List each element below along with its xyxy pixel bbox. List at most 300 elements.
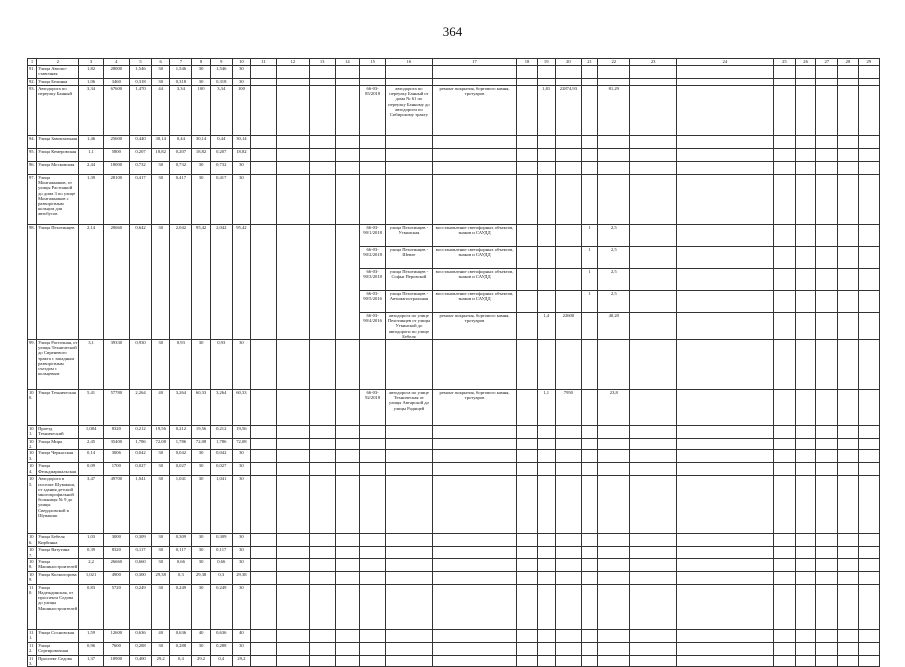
value-cell: 0,09 [79, 463, 103, 476]
empty-cell [251, 584, 277, 629]
empty-cell [795, 136, 815, 149]
empty-cell [838, 291, 858, 313]
contract-number [359, 450, 385, 463]
value-cell: 5720 [103, 584, 129, 629]
empty-cell [630, 450, 676, 463]
empty-cell [251, 547, 277, 558]
empty-cell [858, 463, 879, 476]
section-description [386, 340, 432, 390]
value-cell: 30 [232, 476, 250, 534]
empty-cell [795, 450, 815, 463]
row-number: 106. [28, 534, 37, 547]
value-cell: 0,417 [129, 175, 151, 225]
length-value [537, 439, 555, 450]
empty-cell [795, 629, 815, 642]
share-value [598, 558, 630, 571]
value-cell: 0,027 [170, 463, 192, 476]
value-cell: 28100 [103, 175, 129, 225]
empty-cell [858, 340, 879, 390]
table-row [28, 225, 880, 247]
empty-cell [838, 175, 858, 225]
empty-cell [858, 162, 879, 175]
value-cell: 39330 [103, 340, 129, 390]
empty-cell [335, 547, 359, 558]
contract-number [359, 629, 385, 642]
share-value [598, 547, 630, 558]
value-cell: 30 [232, 642, 250, 655]
row-number: 98. [28, 225, 37, 340]
value-cell: 30 [192, 162, 210, 175]
empty-cell [838, 476, 858, 534]
empty-cell [277, 584, 309, 629]
value-cell: 100 [192, 86, 210, 136]
empty-cell [773, 629, 795, 642]
empty-cell [517, 390, 537, 426]
empty-cell [816, 439, 838, 450]
table-row [28, 162, 880, 175]
area-value [555, 426, 581, 439]
empty-cell [517, 291, 537, 313]
empty-cell [251, 149, 277, 162]
area-value [555, 571, 581, 584]
area-value [555, 642, 581, 655]
share-value: 2,5 [598, 291, 630, 313]
value-cell: 30 [152, 340, 170, 390]
empty-cell [630, 149, 676, 162]
table-row [28, 584, 880, 629]
empty-cell [630, 476, 676, 534]
area-value [555, 439, 581, 450]
row-number: 112. [28, 642, 37, 655]
length-value [537, 629, 555, 642]
count-value: 1 [582, 269, 598, 291]
empty-cell [335, 136, 359, 149]
value-cell: 29,38 [232, 571, 250, 584]
empty-cell [517, 313, 537, 340]
road-name: Улица Сосновская [37, 629, 79, 642]
value-cell: 30 [152, 547, 170, 558]
value-cell: 0,212 [170, 426, 192, 439]
length-value: 1,1 [537, 390, 555, 426]
value-cell: 0,117 [129, 547, 151, 558]
contract-number [359, 175, 385, 225]
empty-cell [816, 642, 838, 655]
empty-cell [858, 558, 879, 571]
empty-cell [630, 534, 676, 547]
value-cell: 30 [232, 340, 250, 390]
empty-cell [517, 86, 537, 136]
empty-cell [251, 86, 277, 136]
work-type [432, 629, 517, 642]
empty-cell [630, 547, 676, 558]
value-cell: 40 [152, 629, 170, 642]
empty-cell [630, 390, 676, 426]
row-number: 95. [28, 149, 37, 162]
empty-cell [858, 534, 879, 547]
empty-cell [676, 390, 773, 426]
empty-cell [816, 629, 838, 642]
empty-cell [838, 247, 858, 269]
area-value [555, 66, 581, 79]
empty-cell [858, 86, 879, 136]
value-cell: 30 [192, 66, 210, 79]
empty-cell [816, 66, 838, 79]
area-value [555, 247, 581, 269]
length-value [537, 225, 555, 247]
area-value [555, 149, 581, 162]
empty-cell [858, 313, 879, 340]
empty-cell [251, 629, 277, 642]
empty-cell [309, 426, 335, 439]
empty-cell [816, 162, 838, 175]
empty-cell [251, 450, 277, 463]
value-cell: 100 [232, 86, 250, 136]
value-cell: 95,42 [192, 225, 210, 340]
empty-cell [277, 463, 309, 476]
empty-cell [795, 66, 815, 79]
area-value [555, 291, 581, 313]
area-value [555, 534, 581, 547]
length-value [537, 149, 555, 162]
work-type: восстановление светофорных объектов, знаков и САУДД [432, 247, 517, 269]
empty-cell [676, 571, 773, 584]
value-cell: 8320 [103, 426, 129, 439]
empty-cell [309, 390, 335, 426]
value-cell: 1,786 [129, 439, 151, 450]
empty-cell [335, 584, 359, 629]
empty-cell [335, 571, 359, 584]
empty-cell [309, 571, 335, 584]
empty-cell [773, 162, 795, 175]
empty-cell [795, 558, 815, 571]
count-value [582, 340, 598, 390]
value-cell: 2,44 [79, 162, 103, 175]
value-cell: 18,82 [232, 149, 250, 162]
road-name: Улица Бебеля Кирбинка [37, 534, 79, 547]
empty-cell [335, 463, 359, 476]
empty-cell [335, 390, 359, 426]
empty-cell [816, 247, 838, 269]
empty-cell [795, 534, 815, 547]
empty-cell [773, 439, 795, 450]
empty-cell [773, 66, 795, 79]
work-type [432, 162, 517, 175]
column-header: 2 [37, 59, 79, 66]
length-value [537, 476, 555, 534]
empty-cell [630, 79, 676, 86]
share-value: 2,5 [598, 247, 630, 269]
section-description [386, 149, 432, 162]
table-row [28, 547, 880, 558]
empty-cell [676, 340, 773, 390]
value-cell: 18,82 [152, 149, 170, 162]
contract-number [359, 642, 385, 655]
length-value: 1,4 [537, 313, 555, 340]
section-description: улица Пехотинцев - Шевле [386, 247, 432, 269]
empty-cell [277, 629, 309, 642]
value-cell: 44 [152, 86, 170, 136]
value-cell: 0,042 [170, 450, 192, 463]
road-name: Автодорога в поселке Шувакиш, от здания детской многопрофильной больницы № 9 до улицы Свердловской в Шувакиш [37, 476, 79, 534]
empty-cell [277, 149, 309, 162]
contract-number [359, 476, 385, 534]
empty-cell [838, 149, 858, 162]
row-number: 110. [28, 584, 37, 629]
empty-cell [517, 584, 537, 629]
work-type [432, 571, 517, 584]
column-header: 12 [277, 59, 309, 66]
empty-cell [773, 136, 795, 149]
empty-cell [309, 439, 335, 450]
empty-cell [630, 655, 676, 666]
empty-cell [795, 476, 815, 534]
row-number: 93. [28, 86, 37, 136]
empty-cell [676, 558, 773, 571]
empty-cell [251, 225, 277, 340]
work-type [432, 642, 517, 655]
count-value [582, 584, 598, 629]
empty-cell [676, 313, 773, 340]
value-cell: 28000 [103, 66, 129, 79]
column-header: 9 [210, 59, 232, 66]
work-type: ремонт покрытия, бортового камня, тротуаров [432, 313, 517, 340]
contract-number [359, 655, 385, 666]
empty-cell [676, 66, 773, 79]
section-description: автодорога по улице Пехотинцев от улицы Уткинской до автодороги по улице Бебеля [386, 313, 432, 340]
value-cell: 0,249 [129, 584, 151, 629]
value-cell: 30 [232, 534, 250, 547]
share-value [598, 463, 630, 476]
table-row [28, 340, 880, 390]
empty-cell [838, 655, 858, 666]
count-value [582, 642, 598, 655]
empty-cell [858, 390, 879, 426]
empty-cell [858, 291, 879, 313]
empty-cell [517, 247, 537, 269]
column-header: 16 [386, 59, 432, 66]
empty-cell [773, 547, 795, 558]
length-value [537, 547, 555, 558]
empty-cell [335, 439, 359, 450]
empty-cell [858, 642, 879, 655]
empty-cell [251, 79, 277, 86]
value-cell: 1,786 [210, 439, 232, 450]
empty-cell [838, 390, 858, 426]
count-value [582, 426, 598, 439]
road-name: Улица Сортировочная [37, 642, 79, 655]
column-header: 25 [773, 59, 795, 66]
value-cell: 30 [152, 463, 170, 476]
length-value [537, 584, 555, 629]
empty-cell [277, 426, 309, 439]
column-header: 23 [630, 59, 676, 66]
empty-cell [773, 463, 795, 476]
empty-cell [795, 247, 815, 269]
empty-cell [630, 571, 676, 584]
road-name: Улица Автопо-ставочная [37, 66, 79, 79]
empty-cell [277, 390, 309, 426]
empty-cell [335, 79, 359, 86]
section-description [386, 476, 432, 534]
road-name: Улица Кемеровская [37, 149, 79, 162]
value-cell: 0,93 [210, 340, 232, 390]
empty-cell [251, 162, 277, 175]
area-value [555, 175, 581, 225]
empty-cell [816, 269, 838, 291]
value-cell: 0,636 [129, 629, 151, 642]
empty-cell [335, 162, 359, 175]
count-value [582, 534, 598, 547]
share-value [598, 534, 630, 547]
table-row [28, 558, 880, 571]
value-cell: 1,041 [210, 476, 232, 534]
column-header: 14 [335, 59, 359, 66]
empty-cell [517, 439, 537, 450]
count-value [582, 476, 598, 534]
empty-cell [773, 655, 795, 666]
empty-cell [838, 136, 858, 149]
road-name: Проезд Технический [37, 426, 79, 439]
empty-cell [309, 450, 335, 463]
empty-cell [816, 79, 838, 86]
value-cell: 0,212 [129, 426, 151, 439]
column-header: 4 [103, 59, 129, 66]
empty-cell [309, 86, 335, 136]
value-cell: 29,2 [192, 655, 210, 666]
value-cell: 30 [232, 547, 250, 558]
share-value [598, 79, 630, 86]
area-value [555, 450, 581, 463]
value-cell: 30 [152, 66, 170, 79]
length-value [537, 340, 555, 390]
empty-cell [335, 476, 359, 534]
road-name: Улица Надеждинская, от проспекта Седова до улицы Машиностроителей [37, 584, 79, 629]
empty-cell [277, 136, 309, 149]
empty-cell [795, 426, 815, 439]
area-value [555, 584, 581, 629]
value-cell: 0,288 [210, 642, 232, 655]
empty-cell [816, 450, 838, 463]
length-value [537, 269, 555, 291]
share-value [598, 476, 630, 534]
value-cell: 30 [192, 450, 210, 463]
value-cell: 0,400 [129, 655, 151, 666]
empty-cell [816, 291, 838, 313]
count-value [582, 547, 598, 558]
value-cell: 0,309 [129, 534, 151, 547]
length-value [537, 571, 555, 584]
work-type [432, 340, 517, 390]
row-number: 99. [28, 340, 37, 390]
area-value [555, 558, 581, 571]
value-cell: 0,44 [210, 136, 232, 149]
empty-cell [676, 269, 773, 291]
value-cell: 1,786 [170, 439, 192, 450]
value-cell: 30 [192, 642, 210, 655]
empty-cell [517, 66, 537, 79]
section-description [386, 66, 432, 79]
road-name: Проспект Седова [37, 655, 79, 666]
table-row [28, 476, 880, 534]
road-name: Улица Ватутина [37, 547, 79, 558]
empty-cell [676, 247, 773, 269]
section-description [386, 584, 432, 629]
value-cell: 12600 [103, 629, 129, 642]
empty-cell [309, 463, 335, 476]
value-cell: 0,440 [129, 136, 151, 149]
road-repair-table-sheet [27, 58, 880, 667]
empty-cell [838, 79, 858, 86]
value-cell: 0,732 [170, 162, 192, 175]
value-cell: 30 [152, 558, 170, 571]
empty-cell [773, 476, 795, 534]
table-row [28, 655, 880, 666]
empty-cell [517, 269, 537, 291]
value-cell: 3006 [103, 450, 129, 463]
empty-cell [517, 571, 537, 584]
section-description [386, 629, 432, 642]
empty-cell [858, 175, 879, 225]
contract-number [359, 340, 385, 390]
empty-cell [630, 439, 676, 450]
share-value [598, 450, 630, 463]
count-value: 1 [582, 291, 598, 313]
share-value [598, 571, 630, 584]
empty-cell [277, 79, 309, 86]
table-row [28, 426, 880, 439]
empty-cell [630, 463, 676, 476]
column-header: 29 [858, 59, 879, 66]
value-cell: 0,309 [210, 534, 232, 547]
share-value [598, 149, 630, 162]
length-value [537, 79, 555, 86]
empty-cell [676, 162, 773, 175]
empty-cell [816, 225, 838, 247]
empty-cell [517, 547, 537, 558]
empty-cell [251, 558, 277, 571]
empty-cell [795, 149, 815, 162]
empty-cell [251, 136, 277, 149]
value-cell: 8320 [103, 547, 129, 558]
empty-cell [838, 426, 858, 439]
area-value: 7950 [555, 390, 581, 426]
empty-cell [816, 175, 838, 225]
share-value: 23,8 [598, 390, 630, 426]
value-cell: 0,117 [170, 547, 192, 558]
empty-cell [858, 584, 879, 629]
section-description: улица Пехотинцев - Софьи Перовской [386, 269, 432, 291]
value-cell: 95,42 [232, 225, 250, 340]
count-value [582, 175, 598, 225]
empty-cell [676, 629, 773, 642]
value-cell: 0,93 [170, 340, 192, 390]
work-type [432, 534, 517, 547]
contract-number [359, 162, 385, 175]
contract-number [359, 66, 385, 79]
empty-cell [838, 313, 858, 340]
count-value [582, 558, 598, 571]
empty-cell [838, 162, 858, 175]
value-cell: 0,417 [210, 175, 232, 225]
section-description [386, 558, 432, 571]
value-cell: 3,34 [170, 86, 192, 136]
empty-cell [335, 149, 359, 162]
value-cell: 3,264 [170, 390, 192, 426]
road-name: Улица Монтажников, от улицы Растонной до дома 3 по улице Монтажников с разворотным кольцом для автобусов [37, 175, 79, 225]
empty-cell [795, 655, 815, 666]
value-cell: 40 [152, 390, 170, 426]
work-type: ремонт покрытия, бортового камня, тротуаров [432, 390, 517, 426]
